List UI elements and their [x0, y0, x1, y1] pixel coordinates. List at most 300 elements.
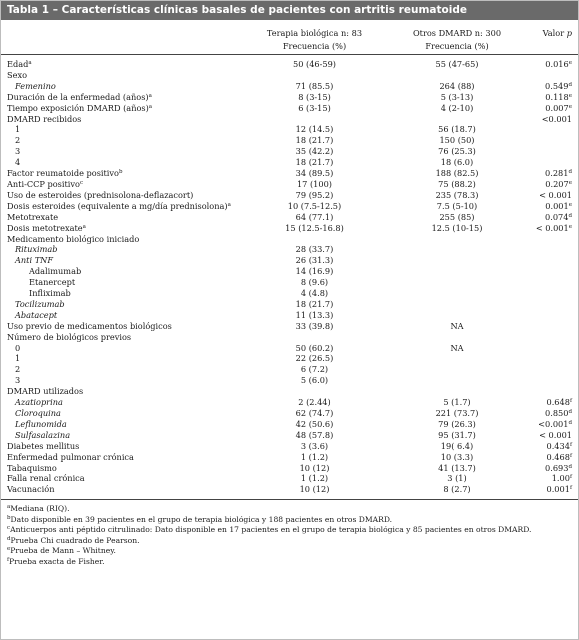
footnote: [7, 557, 572, 568]
row-label: Medicamento biológico iniciado: [7, 233, 140, 244]
table-row: [1, 135, 578, 146]
group1-value: 3 (3.6): [300, 440, 329, 451]
group2-value: 188 (82.5): [435, 168, 479, 179]
row-label-cell: [1, 212, 243, 223]
p-value: 0.001: [546, 484, 570, 495]
group2-value: NA: [450, 342, 464, 353]
p-value: < 0.001: [539, 189, 572, 200]
p-value-cell: [528, 375, 578, 386]
p-value-cell: [528, 321, 578, 332]
group1-value: [243, 114, 386, 125]
row-label: Anti-CCP positivo: [7, 178, 80, 189]
group2-value: 55 (47-65): [435, 59, 479, 69]
p-value-test-mark: e: [568, 60, 572, 66]
footnote: [7, 536, 572, 547]
row-label: Factor reumatoide positivo: [7, 168, 119, 179]
table-row: [1, 321, 578, 332]
row-label-footnote-mark: a: [148, 92, 152, 99]
p-value: < 0.001: [539, 429, 572, 440]
footnote: [7, 525, 572, 536]
group1-value: 14 (16.9): [295, 266, 334, 277]
group1-value: 64 (77.1): [295, 211, 334, 222]
row-label: Falla renal crónica: [7, 473, 85, 484]
footnote-mark: c: [7, 525, 11, 532]
group2-value: [386, 277, 528, 288]
row-label-cell: [1, 332, 243, 343]
group1-value: 35 (42.2): [295, 146, 334, 157]
group2-value: 221 (73.7): [435, 408, 479, 418]
table-row: [1, 212, 578, 223]
table-row: [1, 441, 578, 452]
row-label: Tabaquismo: [7, 462, 57, 473]
table-row: [1, 92, 578, 103]
group2-value: 76 (25.3): [438, 146, 476, 157]
footnote-text: Dato disponible en 39 pacientes en el grupo de terapia biológica y 188 pacientes en otros DMARD.: [10, 514, 393, 524]
group1-value: 8 (9.6): [300, 277, 329, 288]
p-value-cell: [528, 452, 578, 463]
table-row: [1, 55, 578, 70]
row-label: Tocilizumab: [15, 298, 65, 309]
table-row: [1, 157, 578, 168]
p-value-cell: [528, 386, 578, 397]
row-label-footnote-mark: b: [119, 169, 123, 176]
row-label-cell: [1, 343, 243, 354]
group2-value: 3 (1): [447, 473, 467, 484]
p-value: 0.693: [545, 462, 569, 473]
row-label-cell: [1, 310, 243, 321]
p-value-cell: [528, 103, 578, 114]
group2-value: [386, 266, 528, 277]
p-value: < 0.001: [535, 222, 569, 233]
group2-value: [386, 114, 528, 125]
row-label-cell: [1, 179, 243, 190]
row-label: Diabetes mellitus: [7, 440, 80, 451]
header-empty-cell: [1, 20, 243, 39]
table-row: [1, 430, 578, 441]
footnote-text: Prueba Chi cuadrado de Pearson.: [10, 535, 140, 545]
group1-value: 22 (26.5): [295, 353, 334, 364]
p-value-cell: [528, 234, 578, 245]
group1-value: 12 (14.5): [295, 124, 334, 135]
row-label: 3: [15, 146, 21, 157]
row-label: Sulfasalazina: [15, 429, 71, 440]
group1-value: 79 (95.2): [295, 189, 334, 200]
group2-value: [386, 299, 528, 310]
group2-value: 8 (2.7): [443, 484, 471, 495]
group1-value: [243, 332, 386, 343]
p-value: <0.001: [538, 418, 569, 429]
row-label-cell: [1, 364, 243, 375]
table-row: [1, 103, 578, 114]
group2-value: [386, 332, 528, 343]
p-value-test-mark: f: [569, 452, 572, 459]
table-row: [1, 244, 578, 255]
p-value: 0.549: [545, 80, 569, 91]
table-row: [1, 70, 578, 81]
row-label-cell: [1, 157, 243, 168]
group1-value: 6 (7.2): [300, 364, 329, 375]
table-row: [1, 114, 578, 125]
row-label-cell: [1, 81, 243, 92]
p-value-test-mark: d: [568, 81, 572, 88]
p-value-test-mark: d: [568, 169, 572, 176]
group1-value: 10 (12): [299, 484, 330, 495]
table-row: [1, 234, 578, 245]
row-label-cell: [1, 70, 243, 81]
p-value-test-mark: d: [568, 409, 572, 415]
group2-value: 255 (85): [439, 211, 475, 222]
table-row: [1, 288, 578, 299]
group2-value: [386, 353, 528, 364]
row-label-cell: [1, 255, 243, 266]
group1-value: 5 (6.0): [300, 375, 329, 386]
group2-value: [386, 375, 528, 386]
table-row: [1, 201, 578, 212]
p-value-cell: [528, 92, 578, 103]
p-value: 1.00: [551, 473, 570, 484]
row-label: Cloroquina: [15, 408, 61, 418]
row-label-cell: [1, 201, 243, 212]
group1-value: 1 (1.2): [300, 451, 329, 462]
row-label: 1: [15, 124, 21, 135]
p-value-test-mark: e: [568, 179, 572, 186]
row-label: Dosis metotrexate: [7, 222, 83, 233]
group2-value: [386, 70, 528, 81]
p-value-cell: [528, 266, 578, 277]
p-value-cell: [528, 114, 578, 125]
row-label: Abatacept: [15, 309, 58, 320]
header-group1: Terapia biológica n: 83: [266, 27, 363, 38]
row-label-cell: [1, 135, 243, 146]
table-row: [1, 375, 578, 386]
row-label: Femenino: [15, 80, 56, 91]
table-row: [1, 408, 578, 419]
group2-value: [386, 310, 528, 321]
row-label: Leflunomida: [15, 418, 67, 429]
row-label: Vacunación: [7, 484, 55, 495]
group1-value: 1 (1.2): [300, 473, 329, 484]
group2-value: 12.5 (10-15): [431, 222, 483, 233]
row-label: Adalimumab: [29, 266, 82, 277]
footnote-text: Prueba de Mann – Whitney.: [10, 546, 116, 556]
row-label: Etanercept: [29, 277, 76, 288]
group2-value: NA: [450, 320, 464, 331]
row-label: Anti TNF: [15, 255, 54, 266]
footnote-text: Mediana (RIQ).: [10, 504, 70, 514]
group2-value: 5 (3-13): [440, 91, 474, 102]
table-row: [1, 190, 578, 201]
row-label: Sexo: [7, 69, 28, 80]
row-label-cell: [1, 353, 243, 364]
group2-value: 7.5 (5-10): [436, 200, 478, 211]
table-row: [1, 343, 578, 354]
header-pvalue: [528, 20, 578, 39]
p-value-cell: [528, 430, 578, 441]
table-row: [1, 419, 578, 430]
p-value-cell: [528, 299, 578, 310]
p-value-cell: [528, 332, 578, 343]
group2-value: [386, 244, 528, 255]
p-value-cell: [528, 364, 578, 375]
p-value-test-mark: e: [568, 223, 572, 230]
footnote-mark: d: [7, 535, 11, 542]
group1-value: 28 (33.7): [295, 244, 334, 255]
p-value: 0.007: [545, 102, 569, 113]
group2-value: 19( 6.4): [440, 440, 474, 451]
p-value-test-mark: f: [569, 441, 572, 448]
subheader-empty-cell: [528, 39, 578, 55]
p-value-test-mark: e: [568, 103, 572, 110]
footnote-mark: b: [7, 514, 11, 521]
group2-value: [386, 255, 528, 266]
footnotes: [1, 499, 578, 567]
group1-value: 6 (3-15): [298, 102, 331, 113]
row-label: Infliximab: [29, 288, 71, 299]
group1-value: 34 (89.5): [295, 168, 334, 179]
row-label-cell: [1, 288, 243, 299]
group2-value: [386, 364, 528, 375]
row-label-cell: [1, 223, 243, 234]
row-label: Duración de la enfermedad (años): [7, 91, 149, 102]
row-label-cell: [1, 473, 243, 484]
p-value-test-mark: e: [568, 201, 572, 208]
subheader-row: [1, 39, 578, 55]
table-row: [1, 168, 578, 179]
group1-value: 8 (3-15): [298, 91, 331, 102]
p-value: 0.468: [546, 451, 570, 462]
p-value-cell: [528, 146, 578, 157]
p-value-cell: [528, 310, 578, 321]
group2-value: [386, 386, 528, 397]
table-title: Tabla 1 – Características clínicas basales de pacientes con artritis reumatoide: [1, 1, 578, 20]
row-label-cell: [1, 386, 243, 397]
header-pvalue-letter: p: [566, 27, 572, 38]
row-label: Uso de esteroides (prednisolona-deflazacort): [7, 189, 194, 200]
row-label: 0: [15, 342, 21, 353]
subheader-freq2: Frecuencia (%): [386, 39, 528, 55]
table-row: [1, 473, 578, 484]
row-label-cell: [1, 397, 243, 408]
footnote: [7, 515, 572, 526]
group1-value: 11 (13.3): [295, 309, 334, 320]
table-row: [1, 266, 578, 277]
p-value-test-mark: e: [568, 92, 572, 99]
p-value-test-mark: d: [568, 419, 572, 426]
row-label: Tiempo exposición DMARD (años): [7, 102, 149, 113]
group2-value: [386, 234, 528, 245]
header-row: [1, 20, 578, 39]
characteristics-table: [1, 20, 578, 495]
row-label: 4: [15, 157, 21, 168]
row-label: Dosis esteroides (equivalente a mg/día prednisolona): [7, 200, 228, 211]
group2-value: [386, 288, 528, 299]
row-label-cell: [1, 55, 243, 70]
row-label: Rituximab: [15, 244, 58, 255]
row-label-cell: [1, 419, 243, 430]
group2-value: 5 (1.7): [443, 397, 471, 408]
group1-value: 26 (31.3): [295, 255, 334, 266]
group2-value: 41 (13.7): [438, 462, 476, 473]
table-row: [1, 364, 578, 375]
row-label-cell: [1, 452, 243, 463]
table-row: [1, 124, 578, 135]
p-value-cell: [528, 277, 578, 288]
p-value-cell: [528, 288, 578, 299]
footnote-text: Anticuerpos anti péptido citrulinado: Dato disponible en 17 pacientes en el grupo de terapia biológica y 85 pacientes en otros DMARD.: [10, 525, 532, 535]
row-label-cell: [1, 92, 243, 103]
table-row: [1, 310, 578, 321]
row-label: Número de biológicos previos: [7, 331, 132, 342]
group1-value: 10 (7.5-12.5): [287, 200, 342, 211]
footnote: [7, 546, 572, 557]
p-value-cell: [528, 473, 578, 484]
p-value: 0.001: [545, 200, 569, 211]
table-row: [1, 146, 578, 157]
row-label-cell: [1, 168, 243, 179]
p-value-test-mark: f: [569, 474, 572, 481]
group2-value: 264 (88): [439, 80, 475, 91]
p-value-cell: [528, 168, 578, 179]
group2-value: 10 (3.3): [440, 451, 474, 462]
group1-value: 15 (12.5-16.8): [285, 222, 344, 233]
group2-value: 18 (6.0): [440, 157, 474, 168]
table-row: [1, 81, 578, 92]
group1-value: 50 (60.2): [295, 342, 334, 353]
p-value: 0.207: [545, 178, 569, 189]
group1-value: 18 (21.7): [295, 135, 334, 146]
header-pvalue-prefix: Valor: [542, 27, 567, 38]
group1-value: 42 (50.6): [295, 418, 334, 429]
footnote-mark: f: [7, 556, 10, 563]
p-value-cell: [528, 463, 578, 474]
row-label: DMARD recibidos: [7, 113, 82, 124]
row-label-cell: [1, 266, 243, 277]
group2-value: 75 (88.2): [438, 178, 476, 189]
table-row: [1, 397, 578, 408]
row-label: 2: [15, 135, 21, 146]
group1-value: [243, 70, 386, 81]
p-value: 0.281: [545, 168, 569, 179]
row-label-cell: [1, 146, 243, 157]
group2-value: 235 (78.3): [435, 189, 479, 200]
group1-value: 4 (4.8): [300, 288, 329, 299]
row-label-cell: [1, 408, 243, 419]
group1-value: 71 (85.5): [295, 80, 334, 91]
p-value-cell: [528, 223, 578, 234]
p-value-cell: [528, 70, 578, 81]
table-row: [1, 332, 578, 343]
p-value-cell: [528, 124, 578, 135]
table-row: [1, 255, 578, 266]
p-value-test-mark: d: [568, 463, 572, 470]
p-value-test-mark: f: [569, 485, 572, 492]
row-label-cell: [1, 484, 243, 495]
p-value-cell: [528, 255, 578, 266]
p-value-cell: [528, 343, 578, 354]
row-label-footnote-mark: a: [148, 103, 153, 110]
group1-value: [243, 386, 386, 397]
p-value-cell: [528, 408, 578, 419]
p-value-cell: [528, 419, 578, 430]
p-value: 0.850: [545, 408, 569, 418]
group2-value: 56 (18.7): [438, 124, 476, 135]
subheader-freq1: Frecuencia (%): [243, 39, 386, 55]
p-value-cell: [528, 484, 578, 495]
subheader-empty-cell: [1, 39, 243, 55]
row-label-footnote-mark: c: [79, 179, 84, 186]
footnote-mark: a: [7, 504, 11, 511]
group1-value: 18 (21.7): [295, 157, 334, 168]
table-row: [1, 299, 578, 310]
row-label: Metotrexate: [7, 211, 59, 222]
row-label-cell: [1, 277, 243, 288]
row-label-cell: [1, 234, 243, 245]
row-label-cell: [1, 244, 243, 255]
group1-value: 50 (46-59): [292, 59, 336, 69]
group1-value: 17 (100): [296, 178, 333, 189]
row-label: 2: [15, 364, 21, 375]
row-label-cell: [1, 463, 243, 474]
p-value-cell: [528, 81, 578, 92]
row-label-cell: [1, 190, 243, 201]
table-row: [1, 463, 578, 474]
table-row: [1, 223, 578, 234]
row-label-footnote-mark: a: [227, 201, 231, 208]
p-value-cell: [528, 190, 578, 201]
group2-value: 79 (26.3): [438, 418, 476, 429]
header-group2: Otros DMARD n: 300: [412, 27, 502, 38]
p-value-cell: [528, 55, 578, 70]
p-value: <0.001: [541, 113, 572, 124]
p-value: 0.118: [545, 91, 569, 102]
p-value-cell: [528, 201, 578, 212]
group1-value: [243, 234, 386, 245]
group2-value: 4 (2-10): [440, 102, 474, 113]
table-body: [1, 55, 578, 496]
row-label-cell: [1, 124, 243, 135]
row-label: Enfermedad pulmonar crónica: [7, 451, 134, 462]
p-value-cell: [528, 353, 578, 364]
table-row: [1, 179, 578, 190]
row-label-cell: [1, 299, 243, 310]
footnote-text: Prueba exacta de Fisher.: [9, 556, 105, 566]
row-label-cell: [1, 321, 243, 332]
group1-value: 10 (12): [299, 462, 330, 473]
row-label-cell: [1, 375, 243, 386]
p-value: 0.016: [545, 59, 569, 69]
p-value: 0.074: [545, 211, 569, 222]
group1-value: 18 (21.7): [295, 298, 334, 309]
row-label-cell: [1, 114, 243, 125]
p-value-cell: [528, 179, 578, 190]
row-label-cell: [1, 430, 243, 441]
p-value-test-mark: f: [569, 398, 572, 405]
row-label: Uso previo de medicamentos biológicos: [7, 320, 172, 331]
p-value-cell: [528, 135, 578, 146]
group1-value: 2 (2.44): [298, 397, 331, 408]
group1-value: 62 (74.7): [295, 408, 334, 418]
group2-value: 95 (31.7): [438, 429, 476, 440]
row-label: Edad: [7, 59, 29, 69]
row-label: 3: [15, 375, 21, 386]
p-value-test-mark: d: [568, 212, 572, 219]
footnote-mark: e: [7, 546, 11, 553]
table-row: [1, 353, 578, 364]
row-label: DMARD utilizados: [7, 386, 84, 397]
row-label-cell: [1, 103, 243, 114]
table-row: [1, 452, 578, 463]
group1-value: 33 (39.8): [295, 320, 334, 331]
